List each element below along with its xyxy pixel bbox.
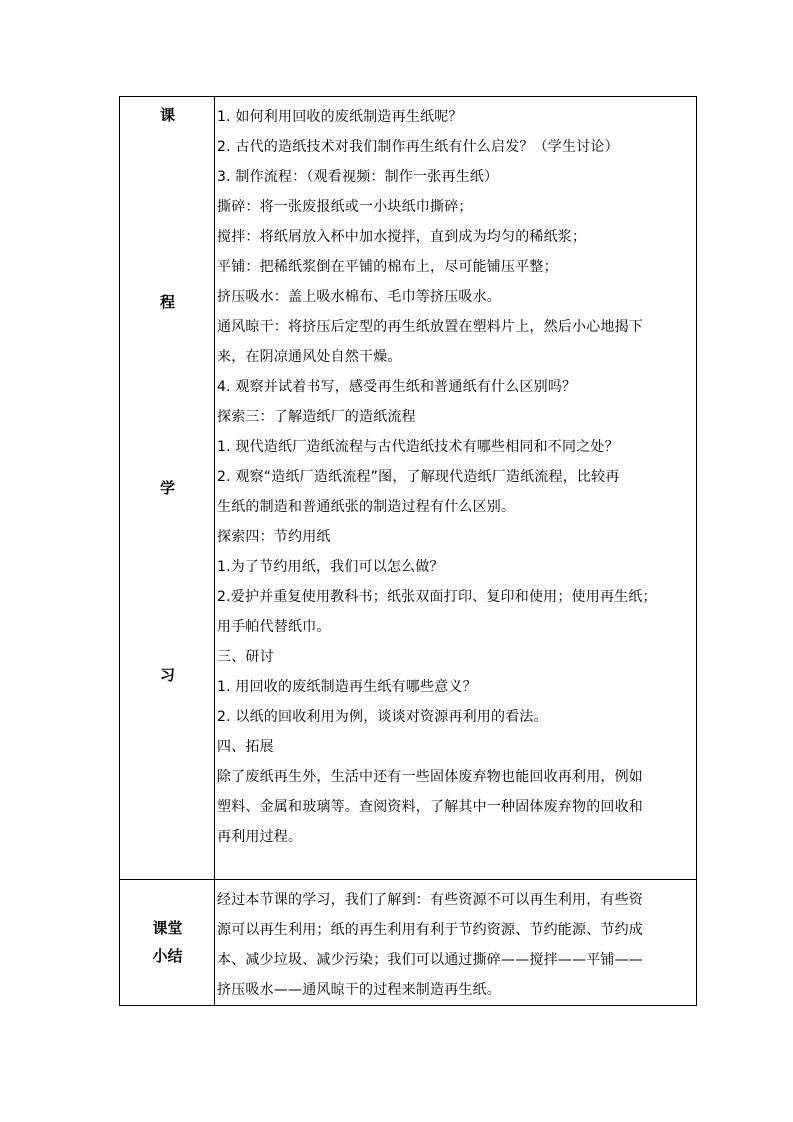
process-row: [120, 97, 697, 880]
process-text-line: 搅拌：将纸屑放入杯中加水搅拌，直到成为均匀的稀纸浆；: [217, 229, 587, 245]
process-text-line: 2. 古代的造纸技术对我们制作再生纸有什么启发？（学生讨论）: [217, 139, 619, 155]
process-text-line: 来，在阴凉通风处自然干燥。: [217, 349, 402, 365]
process-text-line: 生纸的制造和普通纸张的制造过程有什么区别。: [217, 499, 516, 515]
process-text-line: 探索四：节约用纸: [217, 529, 331, 545]
summary-label-cell: [120, 880, 215, 1006]
process-text-line: 3. 制作流程：（观看视频：制作一张再生纸）: [217, 169, 499, 185]
process-text-line: 用手帕代替纸巾。: [217, 619, 331, 635]
process-text-line: 再利用过程。: [217, 829, 303, 845]
process-text-line: 四、拓展: [217, 739, 274, 755]
process-label-char-4: 习: [159, 666, 175, 684]
process-text-line: 探索三：了解造纸厂的造纸流程: [217, 409, 416, 425]
process-lines: [215, 97, 696, 852]
process-text-line: 塑料、金属和玻璃等。查阅资料，了解其中一种固体废弃物的回收和: [217, 799, 643, 815]
process-text-line: 平铺：把稀纸浆倒在平铺的棉布上，尽可能铺压平整；: [217, 259, 558, 275]
process-text-line: 除了废纸再生外，生活中还有一些固体废弃物也能回收再利用，例如: [217, 769, 643, 785]
process-text-line: 4. 观察并试着书写，感受再生纸和普通纸有什么区别吗？: [217, 379, 577, 395]
process-label-cell: [120, 97, 215, 880]
summary-title-line-2: 小结: [152, 947, 183, 965]
process-text-line: 1. 如何利用回收的废纸制造再生纸呢？: [217, 109, 463, 125]
summary-content-cell: [215, 880, 697, 1006]
summary-text-line: 经过本节课的学习，我们了解到：有些资源不可以再生利用，有些资: [217, 892, 643, 908]
process-text-line: 2.爱护并重复使用教科书；纸张双面打印、复印和使用；使用再生纸；: [217, 589, 657, 605]
process-label-char-3: 学: [159, 479, 175, 497]
process-text-line: 1.为了节约用纸，我们可以怎么做？: [217, 559, 444, 575]
process-text-line: 撕碎：将一张废报纸或一小块纸巾撕碎；: [217, 199, 473, 215]
process-label-char-2: 程: [159, 293, 175, 311]
process-text-line: 通风晾干：将挤压后定型的再生纸放置在塑料片上，然后小心地揭下: [217, 319, 643, 335]
summary-lines: [215, 880, 696, 1005]
process-label-char-1: 课: [159, 106, 175, 124]
lesson-table: [119, 96, 697, 1006]
process-text-line: 2. 观察“造纸厂造纸流程”图，了解现代造纸厂造纸流程，比较再: [217, 469, 620, 485]
summary-title-line-1: 课堂: [152, 919, 183, 937]
process-text-line: 1. 现代造纸厂造纸流程与古代造纸技术有哪些相同和不同之处？: [217, 439, 619, 455]
summary-text-line: 本、减少垃圾、减少污染；我们可以通过撕碎——搅拌——平铺——: [217, 952, 643, 968]
process-text-line: 1. 用回收的废纸制造再生纸有哪些意义？: [217, 679, 477, 695]
process-text-line: 三、研讨: [217, 649, 274, 665]
process-text-line: 2. 以纸的回收利用为例，谈谈对资源再利用的看法。: [217, 709, 548, 725]
process-content-cell: [215, 97, 697, 880]
process-text-line: 挤压吸水：盖上吸水棉布、毛巾等挤压吸水。: [217, 289, 501, 305]
summary-text-line: 挤压吸水——通风晾干的过程来制造再生纸。: [217, 982, 501, 998]
summary-title: [120, 914, 215, 970]
summary-row: [120, 880, 697, 1006]
summary-text-line: 源可以再生利用；纸的再生利用有利于节约资源、节约能源、节约成: [217, 922, 643, 938]
